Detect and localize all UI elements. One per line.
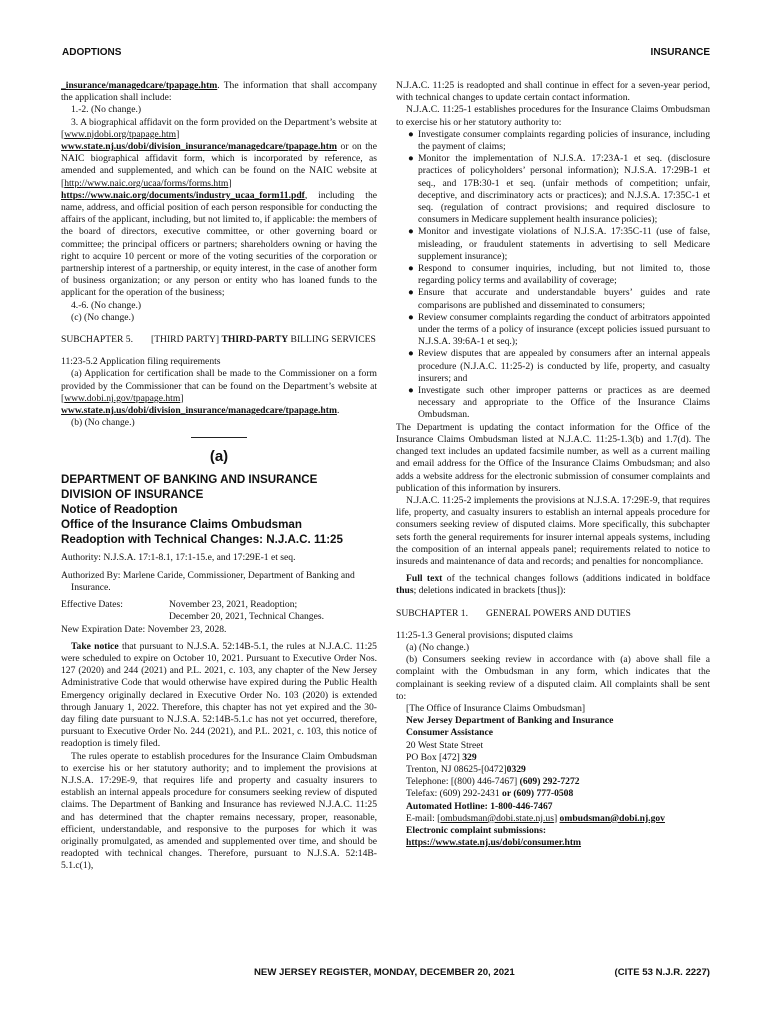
address-line-email xyxy=(406,813,710,825)
link-state-nj-tpapage[interactable]: www.state.nj.us/dobi/division_insurance/managedcare/tpapage.htm xyxy=(61,141,337,153)
bullet-icon: ● xyxy=(408,128,414,140)
effective-date-technical: December 20, 2021, Technical Changes. xyxy=(169,611,324,623)
right-column xyxy=(396,80,710,960)
text: ] xyxy=(176,128,180,140)
paragraph-consumers-seeking-review: (b) Consumers seeking review in accordance with (a) above shall file a complaint with the Ombudsman in any form, which indicates that the complainant is seeking review of a disputed claim. All complaints shall be sent to: xyxy=(396,654,710,702)
effective-dates-label: Effective Dates: xyxy=(61,599,123,611)
heading-division: DIVISION OF INSURANCE xyxy=(61,488,204,502)
page-footer xyxy=(62,967,710,981)
text: ] xyxy=(180,392,184,404)
paragraph-contact-update: The Department is updating the contact information for the Office of the Insurance Claims Ombudsman listed at N.J.A.C. 11:25-1.3(b) and 1.7(d). The changed text includes an updated facsimile number, as well as a current mailing and email address for the Office of the Insurance Claims Ombudsman; and also adds a website address for the electronic submission of consumer complaints and publication of this information by insurers. xyxy=(396,421,710,494)
paragraph-no-change-c: (c) (No change.) xyxy=(71,311,135,323)
section-divider xyxy=(191,437,247,438)
link-tpapage[interactable]: _insurance/managedcare/tpapage.htm xyxy=(61,80,218,91)
effective-dates-cont xyxy=(61,611,377,623)
link-state-nj-tpapage-2[interactable]: www.state.nj.us/dobi/division_insurance/managedcare/tpapage.htm xyxy=(61,405,337,417)
subchapter-1-heading xyxy=(396,608,710,620)
address-line-city xyxy=(406,764,710,776)
paragraph-full-text xyxy=(396,573,710,597)
text: Telephone: [(800) 446-7467] xyxy=(406,776,520,788)
effective-dates xyxy=(61,599,377,611)
list-item xyxy=(396,153,710,226)
list-item xyxy=(396,385,710,422)
subchapter-title xyxy=(151,334,377,346)
expiration-date: New Expiration Date: November 23, 2028. xyxy=(61,623,227,635)
bullet-icon: ● xyxy=(408,348,414,360)
heading-department: DEPARTMENT OF BANKING AND INSURANCE xyxy=(61,473,318,487)
bullet-icon: ● xyxy=(408,153,414,165)
text: [THIRD PARTY] xyxy=(151,334,222,346)
text: (a) Application for certification shall be made to the Commissioner on a form provided by the Commissioner that can be found on the Department’s website at [ xyxy=(61,368,377,404)
bullet-icon: ● xyxy=(408,226,414,238)
text: E-mail: [ xyxy=(406,812,441,824)
text: BILLING SERVICES xyxy=(288,334,376,346)
text: or (609) 777-0508 xyxy=(502,788,574,800)
link-consumer-complaints[interactable]: https://www.state.nj.us/dobi/consumer.htm xyxy=(406,837,582,849)
text: that pursuant to N.J.S.A. 52:14B-5.1, the rules at N.J.A.C. 11:25 were scheduled to expire on October 10, 2021. Pursuant to Executive Order Nos. 127 (2020) and 244 (2021) and P.L. 2021, c. 103, any chapter of the New Jersey Administrative Code that would otherwise have expired during the Public Health Emergency originally declared in Executive Order No. 103 (2020) is extended through January 1, 2022. Therefore, this chapter has not yet expired and the 30-day filing date pursuant to N.J.S.A. 52:14B-5.1.c has not yet occurred, therefore, pursuant to Executive Order No. 244 (2021), and P.L. 2021, c. 103, this notice of readoption is timely filed. xyxy=(61,640,377,750)
address-line-office: [The Office of Insurance Claims Ombudsman] xyxy=(406,702,586,714)
section-heading-11-25-1-3: 11:25-1.3 General provisions; disputed claims xyxy=(396,629,573,641)
section-heading-11-23-5-2: 11:23-5.2 Application filing requirements xyxy=(61,356,221,368)
footer-register-date: NEW JERSEY REGISTER, MONDAY, DECEMBER 20, 2021 xyxy=(254,967,515,978)
text: Ensure that accurate and understandable buyers’ guides and rate comparisons are published and disseminated to consumers; xyxy=(418,287,710,311)
text: thus xyxy=(396,585,414,597)
text: PO Box [472] xyxy=(406,751,463,763)
paragraph-no-change-b: (b) (No change.) xyxy=(71,417,135,429)
subchapter-number: SUBCHAPTER 5. xyxy=(61,334,133,346)
address-line-telefax xyxy=(406,788,710,800)
link-naic-forms[interactable]: http://www.naic.org/ucaa/forms/forms.htm xyxy=(64,177,229,189)
text: . The information that shall accompany the application shall include: xyxy=(61,80,377,104)
address-line-department: New Jersey Department of Banking and Insurance xyxy=(406,715,614,727)
link-new-email[interactable]: ombudsman@dobi.nj.gov xyxy=(559,812,665,824)
bullet-icon: ● xyxy=(408,287,414,299)
text: , including the name, address, and official position of each person responsible for conducting the affairs of the applicant, including, but not limited to, if applicable: the members of the board of directors, executive committee, or other governing board or committee; the principal officers or partners; shareholders owning or having the right to acquire 10 percent or more of the voting securities of the corporation or partnership interest of a partnership, or equity interest, in the case of another form of business organization; or any person or entity who has loaned funds to the applicant for the operation of the business; xyxy=(61,189,377,299)
paragraph-application-info xyxy=(61,80,377,104)
paragraph-rules-operate: The rules operate to establish procedures for the Insurance Claim Ombudsman to exercise his or her statutory authority; and to implement the provisions at N.J.S.A. 17:29E-9, that requires life and property and casualty insurers to establish an internal appeals procedure for consumers seeking review of disputed claims. The Department of Banking and Insurance has reviewed N.J.A.C. 11:25 and has determined that the chapter remains necessary, proper, reasonable, efficient, understandable, and responsive to the purposes for which it was originally promulgated, as amended and supplemented over time, and should be readopted with technical changes. Therefore, pursuant to N.J.S.A. 52:14B-5.1.c(1), xyxy=(61,750,377,872)
text: ] xyxy=(228,177,232,189)
heading-notice-type: Notice of Readoption xyxy=(61,503,178,517)
text: or on the NAIC biographical affidavit form, which is incorporated by reference, as amended and supplemented, and which can be found on the NAIC website at [ xyxy=(61,141,377,189)
list-item xyxy=(396,348,710,385)
address-line-consumer-assistance: Consumer Assistance xyxy=(406,727,493,739)
paragraph-subchapter-2: N.J.A.C. 11:25-2 implements the provisions at N.J.S.A. 17:29E-9, that requires life, property, and casualty insurers to establish an internal appeals procedure for consumers seeking review of disputed claims. More specifically, this subchapter sets forth the general requirements for insurer internal appeals systems, including the composition of an internal appeals panel; requirements related to notice to insureds and maintenance of data and records; and penalties for noncompliance. xyxy=(396,494,710,567)
text: Investigate consumer complaints regarding policies of insurance, including the payment of claims; xyxy=(418,128,710,153)
left-column xyxy=(61,80,377,960)
running-head-right: INSURANCE xyxy=(650,47,710,58)
text: . xyxy=(336,405,340,417)
address-line-po-box xyxy=(406,752,710,764)
paragraph-no-change-1-2: 1.-2. (No change.) xyxy=(71,104,142,116)
address-line-street: 20 West State Street xyxy=(406,739,484,751)
text: of the technical changes follows (additions indicated in boldface xyxy=(442,573,710,585)
paragraph-readopted: N.J.A.C. 11:25 is readopted and shall continue in effect for a seven-year period, with technical changes to update certain contact information. xyxy=(396,80,710,104)
running-head xyxy=(62,47,710,61)
text: Review consumer complaints regarding the conduct of arbitrators appointed under the terms of a policy of insurance (except policies issued pursuant to N.J.S.A. 39:6A-1 et seq.); xyxy=(418,311,710,348)
link-old-email[interactable]: ombudsman@dobi.state.nj.us xyxy=(440,812,554,824)
heading-readoption: Readoption with Technical Changes: N.J.A.C. 11:25 xyxy=(61,533,343,547)
authority-line: Authority: N.J.S.A. 17:1-8.1, 17:1-15.e, and 17:29E-1 et seq. xyxy=(61,552,296,564)
text: Investigate such other improper patterns or practices as are deemed necessary and appropriate to the Office of the Insurance Claims Ombudsman. xyxy=(418,385,710,421)
bullet-icon: ● xyxy=(408,263,414,275)
subchapter-5-heading xyxy=(61,334,377,346)
list-item xyxy=(396,129,710,153)
address-line-hotline: Automated Hotline: 1-800-446-7467 xyxy=(406,800,553,812)
paragraph-no-change-4-6: 4.-6. (No change.) xyxy=(71,299,142,311)
agency-letter: (a) xyxy=(209,448,229,466)
text: Monitor the implementation of N.J.S.A. 17:23A-1 et seq. (disclosure practices of policyholders’ personal information); N.J.S.A. 17:29B-1 et seq., and 17B:30-1 et seq. (unfair methods of competition; unfair, deceptive, and discriminatory acts or practices); and N.J.S.A. 17:35C-1 et seq. (regulation of contract provisions; and required disclosure to consumers in Medicare supplement health insurance policies); xyxy=(418,153,710,226)
paragraph-subchapter-1-procedures: N.J.A.C. 11:25-1 establishes procedures for the Insurance Claims Ombudsman to exercise his or her statutory authority to: xyxy=(396,104,710,128)
text: Trenton, NJ 08625-[0472] xyxy=(406,763,507,775)
paragraph-no-change-a: (a) (No change.) xyxy=(406,641,470,653)
text: (609) 292-7272 xyxy=(519,776,580,788)
link-naic-form11[interactable]: https://www.naic.org/documents/industry_ucaa_form11.pdf xyxy=(61,189,305,201)
running-head-left: ADOPTIONS xyxy=(62,47,122,58)
heading-office: Office of the Insurance Claims Ombudsman xyxy=(61,518,302,532)
paragraph-application-filing xyxy=(61,368,377,417)
text: Respond to consumer inquiries, including, but not limited to, those regarding policy terms and availability of coverage; xyxy=(418,263,710,287)
paragraph-biographical-affidavit xyxy=(61,117,377,300)
footer-citation: (CITE 53 N.J.R. 2227) xyxy=(614,967,710,978)
text: Review disputes that are appealed by consumers after an internal appeals procedure (N.J.A.C. 11:25-2) is conducted by life, property, and casualty insurers; and xyxy=(418,348,710,384)
text: 329 xyxy=(462,751,477,763)
text: Electronic complaint submissions: xyxy=(406,824,547,836)
list-item xyxy=(396,287,710,311)
list-item xyxy=(396,226,710,263)
text: Take notice xyxy=(71,640,119,652)
subchapter-title: GENERAL POWERS AND DUTIES xyxy=(486,607,631,619)
bullet-icon: ● xyxy=(408,311,414,323)
list-item xyxy=(396,263,710,287)
text: 3. A biographical affidavit on the form provided on the Department’s website at [ xyxy=(61,116,377,140)
text: ; deletions indicated in brackets [thus]): xyxy=(413,585,566,597)
text: Telefax: (609) 292-2431 xyxy=(406,788,503,800)
text: 0329 xyxy=(506,763,526,775)
effective-date-readoption: November 23, 2021, Readoption; xyxy=(169,599,298,611)
ombudsman-address-block xyxy=(396,703,710,849)
address-line-telephone xyxy=(406,776,710,788)
link-njdobi-tpapage[interactable]: www.njdobi.org/tpapage.htm xyxy=(64,128,177,140)
authorized-by-line: Authorized By: Marlene Caride, Commissioner, Department of Banking and Insurance. xyxy=(61,569,355,593)
text: THIRD-PARTY xyxy=(221,334,289,346)
bullet-icon: ● xyxy=(408,385,414,397)
address-line-electronic-submissions xyxy=(406,825,710,849)
text: ] xyxy=(553,812,560,824)
subchapter-number: SUBCHAPTER 1. xyxy=(396,607,468,619)
text: Full text xyxy=(406,573,443,585)
list-item xyxy=(396,312,710,349)
link-dobi-tpapage[interactable]: www.dobi.nj.gov/tpapage.htm xyxy=(64,392,181,404)
ombudsman-authority-list xyxy=(396,129,710,422)
text: Monitor and investigate violations of N.J.S.A. 17:35C-11 (use of false, misleading, or fraudulent statements in advertising to sell Medicare supplement insurance); xyxy=(418,226,710,262)
paragraph-take-notice xyxy=(61,641,377,751)
